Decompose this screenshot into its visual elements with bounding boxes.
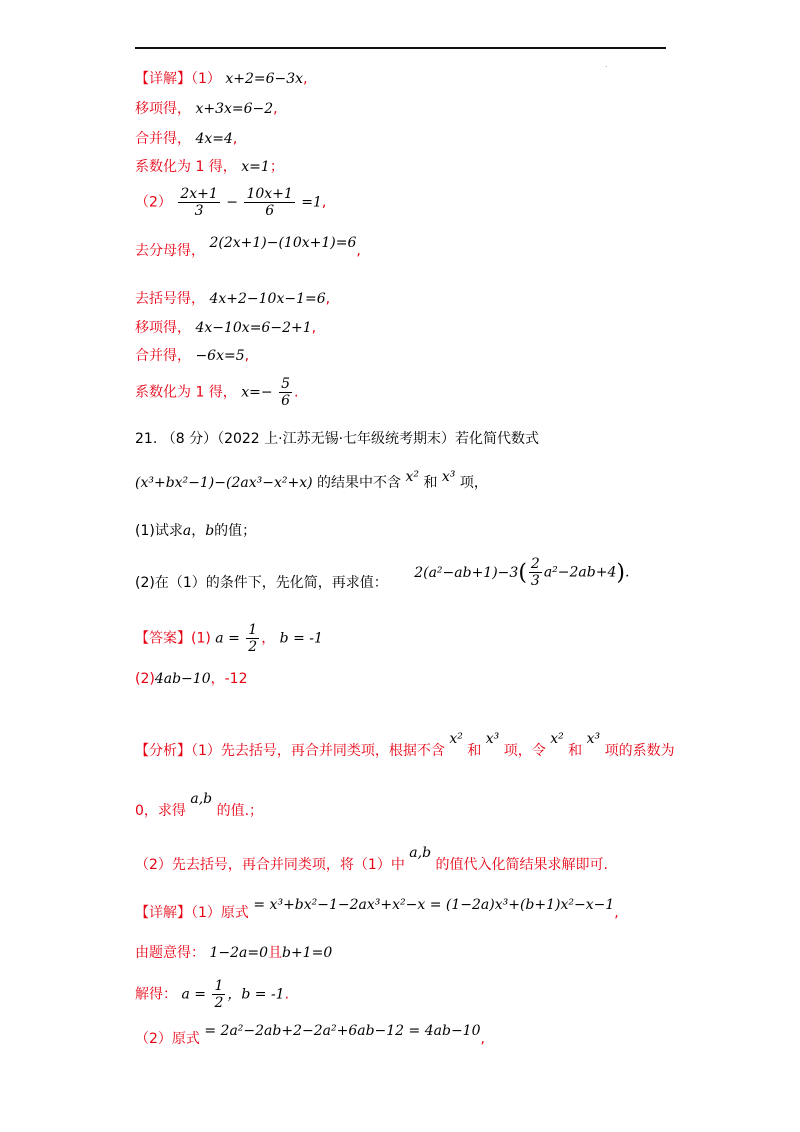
sub-question-1 [135,520,256,540]
term: a,b [409,845,432,861]
step-label: 解得： [135,986,177,1003]
equation: 4x+2−10x−1=6 [209,291,326,307]
step-label: 由题意得： [135,945,205,961]
equation: 4x−10x=6−2+1 [195,320,312,336]
var: a [182,523,192,539]
text: . [624,564,630,581]
fraction: $\frac{1}{2}$ [248,622,258,655]
fraction: $\frac{5}{6}$ [281,376,290,409]
equation: 4ab−10 [154,671,211,687]
text: 和 [423,475,438,491]
text: 0，求得 [135,803,186,819]
analysis-line-2 [135,791,264,820]
step-line: 去分母得， 2(2x+1)−(10x+1)=6, [135,235,361,259]
part-label: （2）原式 [135,1031,200,1047]
detail-part2-line: （2） $\frac{2x+1}{3}$ − $\frac{10x+1}{6}$ =1, [135,186,327,219]
text: 的值； [214,523,257,539]
step-label: 合并得， [135,131,191,147]
equation: 4x=4 [195,131,233,147]
equation: 2(2x+1)−(10x+1)=6 [209,235,357,251]
part-label: (2) [135,671,155,687]
step-label: 系数化为 1 得， [135,159,237,175]
step-label: 合并得， [135,348,191,364]
step-line: 移项得， x+3x=6−2, [135,101,278,117]
detail2-line-3: 解得： a = $\frac{1}{2}$ ，b = -1. [135,978,290,1011]
question-number: 21. [135,431,158,447]
page-mark: . [605,60,608,69]
equation-tail: =1 [301,194,322,211]
term: x³ [441,469,456,485]
analysis-line-1 [135,731,675,760]
term: x³ [485,731,500,747]
text: 的值代入化简结果求解即可. [435,857,608,873]
detail-heading: 【详解】 [135,905,191,921]
fraction: $\frac{2x+1}{3}$ [180,186,218,219]
equation: x+3x=6−2 [195,101,274,117]
part-label: （1） [191,71,221,87]
fraction: $\frac{1}{2}$ [214,978,224,1011]
equation: a = [215,630,240,647]
step-line: 合并得， 4x=4, [135,131,238,147]
value: ，-12 [210,671,248,687]
detail-part1-line: 【详解】（1） x+2=6−3x, [135,71,308,87]
step-line: 移项得， 4x−10x=6−2+1, [135,320,317,336]
part-label: (1) [191,630,211,647]
term: x² [405,469,419,485]
step-label: 去括号得， [135,291,205,307]
equation: 1−2a=0 [209,945,268,961]
var: b [205,523,215,539]
fraction: $\frac{10x+1}{6}$ [246,186,293,219]
text: （1）先去括号，再合并同类项，根据不含 [191,743,445,759]
fraction: $\frac{2}{3}$ [530,556,540,589]
analysis-line-3 [135,845,608,874]
equation: x=1 [241,159,270,175]
text: (1)试求 [135,523,183,539]
text: 的结果中不含 [317,475,402,491]
part-label: （2） [135,194,172,211]
expression: 2(a²−ab+1)−3 [414,564,519,581]
term: x³ [586,731,601,747]
step-line: 系数化为 1 得， x=− $\frac{5}{6}$ . [135,376,299,409]
text: 项， [459,475,488,491]
expression: (x³+bx²−1)−(2ax³−x²+x) [135,475,313,491]
text: 和 [568,743,583,759]
equation: b = -1 [279,630,323,647]
term: a,b [190,791,213,807]
question-expression-line [135,469,488,492]
equation: x+2=6−3x [225,71,304,87]
text: 的值.； [216,803,264,819]
step-label: 移项得， [135,320,191,336]
text: 项的系数为 [604,743,675,759]
equation: x=− [241,384,273,401]
detail2-line-1: 【详解】（1）原式 = x³+bx²−1−2ax³+x²−x = (1−2a)x³+(b+1)x²−x−1, [135,897,619,921]
text: 和 [467,743,482,759]
text: （2）先去括号，再合并同类项，将（1）中 [135,857,405,873]
term: x² [449,731,463,747]
detail-heading: 【详解】 [135,71,191,87]
detail2-line-4: （2）原式 = 2a²−2ab+2−2a²+6ab−12 = 4ab−10, [135,1023,485,1047]
step-label: 移项得， [135,101,191,117]
step-label: 去分母得， [135,243,205,259]
equation: ，b = -1 [227,986,285,1003]
equation: −6x=5 [195,348,245,364]
answer-line-1: 【答案】(1) a = $\frac{1}{2}$ ， b = -1 [135,622,323,655]
question-score: （8 分） [161,431,218,447]
step-label: 系数化为 1 得， [135,384,237,401]
sub-question-2: (2)在（1）的条件下，先化简，再求值： 2(a²−ab+1)−3( $\frac{2}{3}$ a²−2ab+4). [135,556,630,591]
part-label: （1）原式 [191,905,249,921]
text: (2)在（1）的条件下，先化简，再求值： [135,574,388,591]
detail2-line-2 [135,942,332,962]
header-rule [135,47,666,49]
term: x² [550,731,564,747]
step-line: 去括号得， 4x+2−10x−1=6, [135,291,331,307]
step-line: 合并得， −6x=5, [135,348,250,364]
equation: b+1=0 [281,945,333,961]
text: 项，令 [503,743,546,759]
answer-heading: 【答案】 [135,630,191,647]
equation: a = [181,986,206,1003]
question-header [135,428,539,448]
answer-line-2 [135,668,247,688]
expression: a²−2ab+4 [543,564,617,581]
step-line: 系数化为 1 得， x=1； [135,159,284,175]
analysis-heading: 【分析】 [135,743,191,759]
question-source: （2022 上·江苏无锡·七年级统考期末）若化简代数式 [217,431,540,447]
equation: = x³+bx²−1−2ax³+x²−x = (1−2a)x³+(b+1)x²−x−1 [253,897,615,913]
text: 且 [267,945,282,961]
equation: = 2a²−2ab+2−2a²+6ab−12 = 4ab−10 [204,1023,481,1039]
text: ， [191,523,206,539]
